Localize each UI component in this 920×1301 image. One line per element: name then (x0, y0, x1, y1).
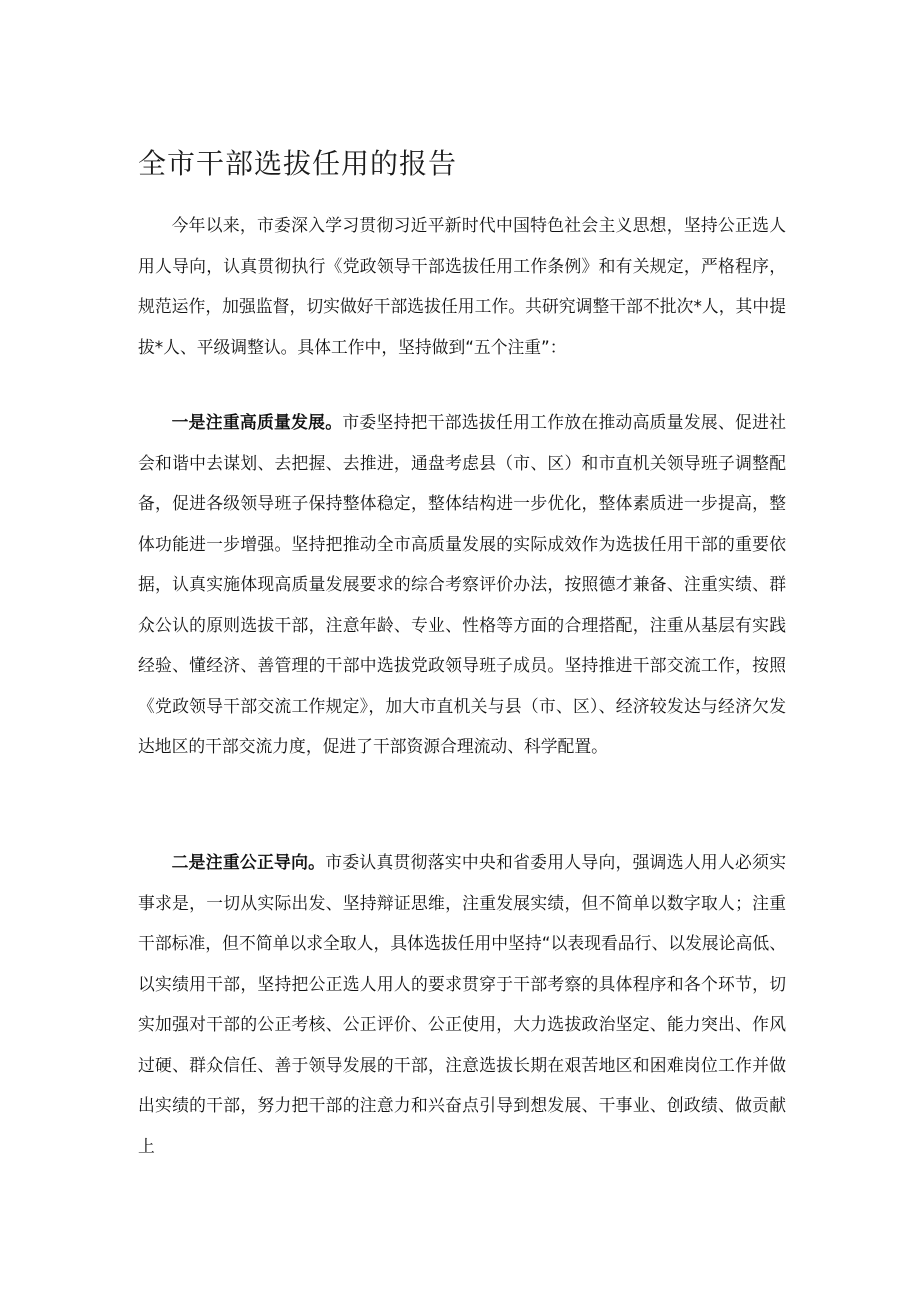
paragraph-body-text: 市委坚持把干部选拔任用工作放在推动高质量发展、促进社会和谐中去谋划、去把握、去推进，通盘考虑县（市、区）和市直机关领导班子调整配备，促进各级领导班子保持整体稳定，整体结构进一步优化，整体素质进一步提高，整体功能进一步增强。坚持把推动全市高质量发展的实际成效作为选拔任用干部的重要依据，认真实施体现高质量发展要求的综合考察评价办法，按照德才兼备、注重实绩、群众公认的原则选拔干部，注意年龄、专业、性格等方面的合理搭配，注重从基层有实践经验、懂经济、善管理的干部中选拔党政领导班子成员。坚持推进干部交流工作，按照《党政领导干部交流工作规定》，加大市直机关与县（市、区）、经济较发达与经济欠发达地区的干部交流力度，促进了干部资源合理流动、科学配置。 (138, 412, 786, 756)
paragraph-body-text: 市委认真贯彻落实中央和省委用人导向，强调选人用人必须实事求是，一切从实际出发、坚持辩证思维，注重发展实绩，但不简单以数字取人；注重干部标准，但不简单以求全取人，具体选拔任用中坚持“以表现看品行、以发展论高低、以实绩用干部，坚持把公正选人用人的要求贯穿于干部考察的具体程序和各个环节，切实加强对干部的公正考核、公正评价、公正使用，大力选拔政治坚定、能力突出、作风过硬、群众信任、善于领导发展的干部，注意选拔长期在艰苦地区和困难岗位工作并做出实绩的干部，努力把干部的注意力和兴奋点引导到想发展、干事业、创政绩、做贡献上 (138, 852, 786, 1156)
paragraph-fair-orientation (138, 842, 786, 1166)
paragraph-intro-text: 今年以来，市委深入学习贯彻习近平新时代中国特色社会主义思想，坚持公正选人用人导向，认真贯彻执行《党政领导干部选拔任用工作条例》和有关规定，严格程序，规范运作，加强监督，切实做好干部选拔任用工作。共研究调整干部不批次*人，其中提拔*人、平级调整认。具体工作中，坚持做到“五个注重”： (138, 215, 786, 357)
paragraph-intro (138, 205, 786, 367)
paragraph-lead-heading: 二是注重公正导向。 (171, 852, 326, 872)
paragraph-high-quality-development (138, 402, 786, 767)
paragraph-lead-heading: 一是注重高质量发展。 (171, 412, 343, 432)
document-title: 全市干部选拔任用的报告 (138, 147, 458, 180)
